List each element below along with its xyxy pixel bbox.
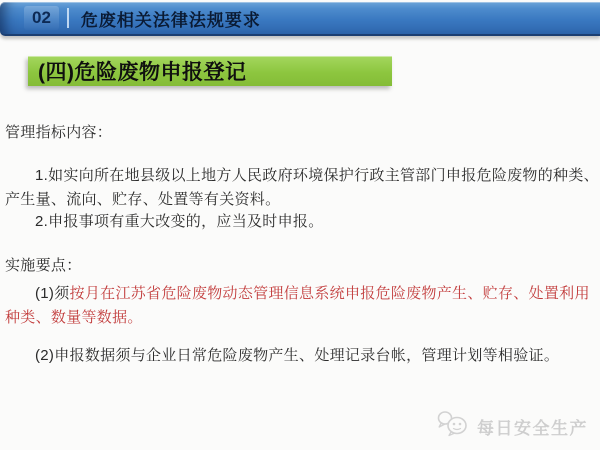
section2-heading: 实施要点： — [5, 257, 82, 274]
section-banner-title: (四)危险废物申报登记 — [38, 61, 247, 84]
point1-highlight-line2: 种类、数量等数据。 — [5, 309, 143, 326]
wechat-chat-bubbles-icon — [436, 410, 470, 442]
header-divider — [67, 8, 69, 28]
header-title: 危废相关法律法规要求 — [80, 10, 261, 30]
point1-prefix: (1)须 — [35, 285, 70, 302]
watermark-text: 每日安全生产 — [477, 418, 588, 438]
item1-line2: 产生量、流向、贮存、处置等有关资料。 — [5, 191, 281, 208]
point1-highlight-line1: 按月在江苏省危险废物动态管理信息系统申报危险废物产生、贮存、处置利用 — [69, 285, 590, 302]
point2: (2)申报数据须与企业日常危险废物产生、处理记录台帐，管理计划等相验证。 — [35, 347, 560, 364]
item2: 2.申报事项有重大改变的，应当及时申报。 — [35, 213, 324, 230]
section-number: 02 — [24, 6, 59, 30]
point1-line1 — [5, 282, 596, 306]
item1-line1: 1.如实向所在地县级以上地方人民政府环境保护行政主管部门申报危险废物的种类、 — [35, 167, 599, 184]
section1-heading: 管理指标内容： — [5, 124, 113, 141]
watermark — [436, 410, 588, 442]
section-banner — [28, 56, 392, 86]
header-bar — [0, 2, 600, 36]
point1-line2 — [5, 306, 596, 330]
